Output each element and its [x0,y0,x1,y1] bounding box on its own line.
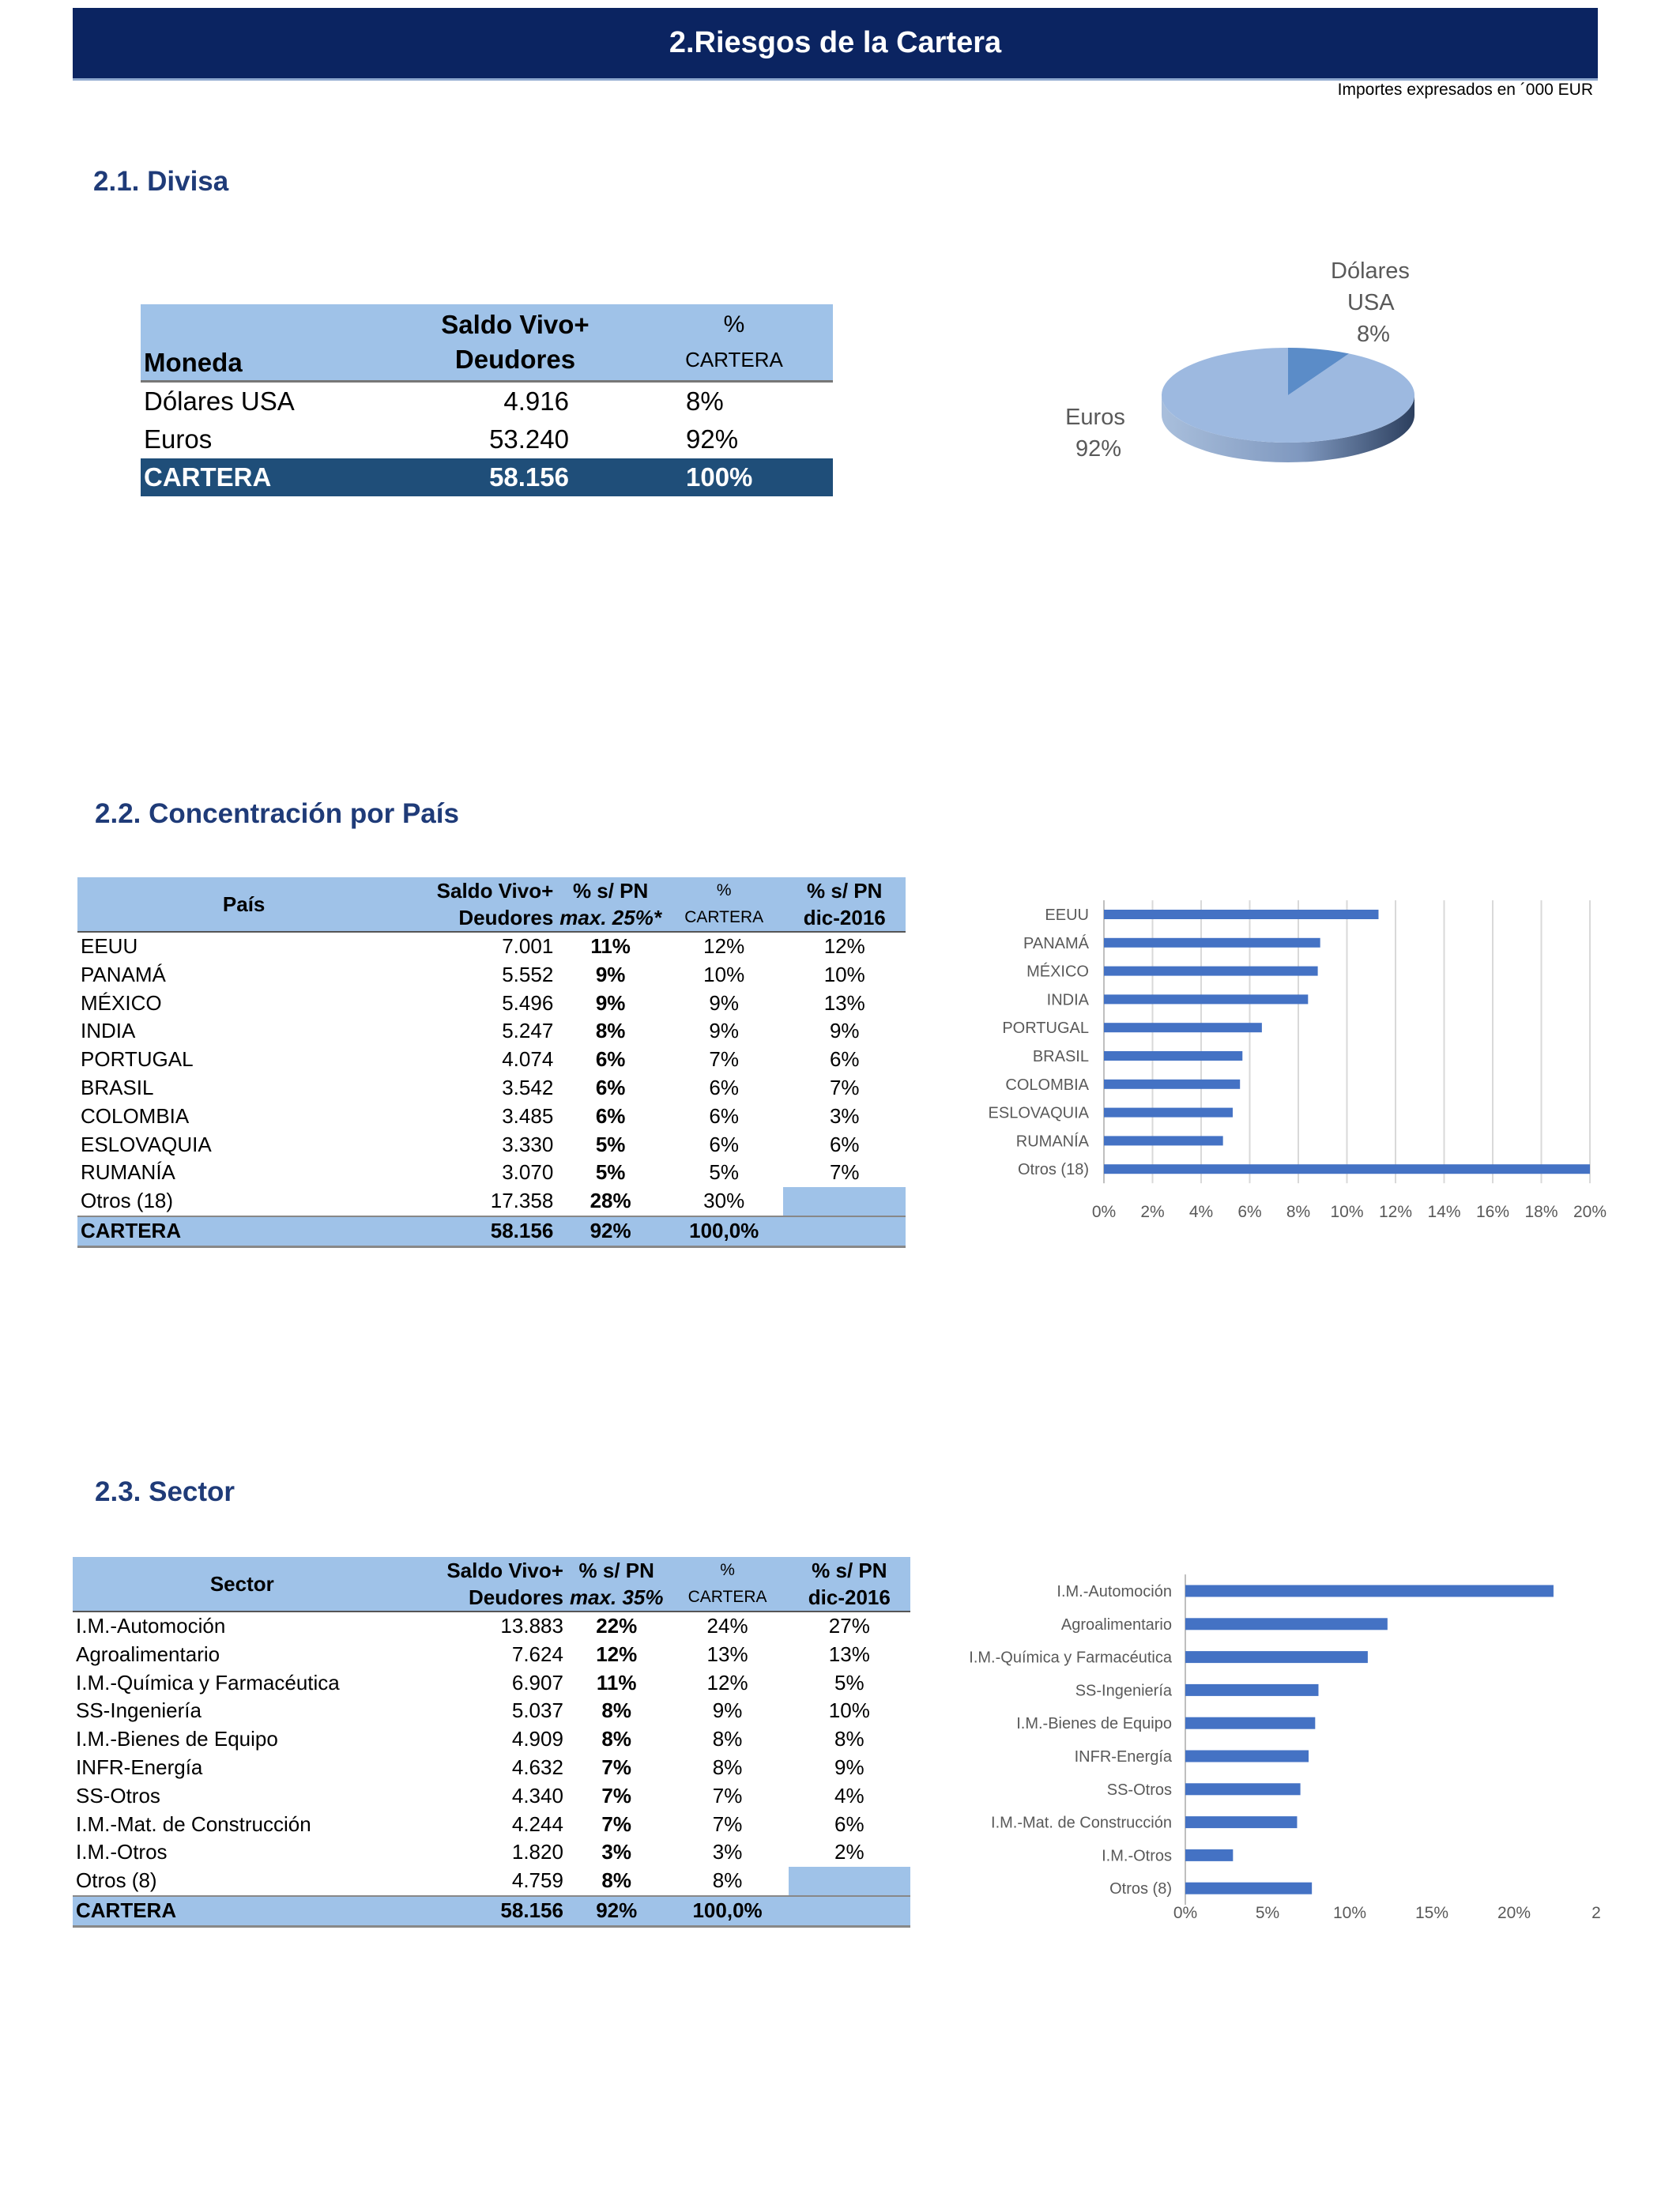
row-name: I.M.-Bienes de Equipo [76,1727,278,1751]
bar-category-label: I.M.-Automoción [1057,1583,1172,1600]
bar-category-label: INFR-Energía [1074,1748,1172,1766]
row-name: RUMANÍA [81,1160,175,1185]
units-note: Importes expresados en ´000 EUR [1337,81,1593,99]
row-pn: 6% [595,1047,626,1072]
pie-label-euros: Euros 92% [1065,405,1125,462]
row-cartera: 12% [706,1670,748,1695]
col-dic-line1: % s/ PN [807,879,883,903]
x-tick-label: 10% [1330,1203,1364,1221]
table-row [73,1697,910,1725]
row-dic: 6% [834,1811,864,1836]
table-row [77,1187,906,1216]
row-saldo: 5.552 [502,962,554,986]
col-pct-line2: CARTERA [685,348,783,371]
col-cartera-line2: CARTERA [687,1588,767,1606]
col-cartera-line1: % [720,1561,735,1579]
x-tick-label: 18% [1524,1203,1558,1221]
sector-table [73,1557,910,1928]
row-pn: 5% [595,1132,626,1156]
total-row [77,1216,906,1246]
bar [1185,1717,1315,1729]
row-saldo: 3.542 [502,1075,554,1099]
x-tick-label: 6% [1237,1203,1262,1221]
row-dic: 7% [829,1160,860,1185]
row-saldo: 17.358 [490,1189,554,1213]
col-pn-line2: max. 25%* [559,906,661,929]
row-pn: 6% [595,1103,626,1128]
row-cartera: 5% [709,1160,739,1185]
row-pn: 7% [601,1755,631,1779]
row-name: Otros (18) [81,1189,174,1213]
col-saldo-line2: Deudores [454,345,576,374]
bar [1104,994,1308,1004]
row-dic [789,1867,910,1896]
bar [1104,938,1320,948]
total-cartera: 100,0% [666,1896,788,1926]
row-dic: 12% [823,934,865,958]
row-saldo: 3.070 [502,1160,554,1185]
bar [1185,1816,1297,1828]
row-saldo: 53.240 [489,424,569,454]
col-saldo-line2: Deudores [469,1585,563,1609]
table-row [73,1612,910,1641]
row-pn: 7% [601,1783,631,1808]
row-dic: 3% [829,1103,860,1128]
row-name: SS-Ingeniería [76,1698,202,1723]
col-saldo-line1: Saldo Vivo+ [441,310,590,339]
table-row [73,1811,910,1839]
x-tick-label: 0% [1173,1904,1198,1922]
table-row [77,1159,906,1187]
bar-category-label: COLOMBIA [1005,1076,1089,1094]
row-dic: 13% [823,990,865,1015]
bar-category-label: INDIA [1046,991,1089,1009]
row-dic: 9% [829,1019,860,1043]
row-dic: 13% [828,1642,870,1666]
row-pn: 8% [595,1019,626,1043]
bar-category-label: Otros (18) [1017,1161,1089,1179]
row-name: PANAMÁ [81,962,166,986]
row-dic: 2% [834,1840,864,1864]
col-saldo-line1: Saldo Vivo+ [446,1559,563,1582]
row-saldo: 1.820 [511,1840,563,1864]
x-tick-label: 0% [1091,1203,1117,1221]
row-pn: 12% [596,1642,638,1666]
row-name: Dólares USA [144,386,295,416]
row-saldo: 3.330 [502,1132,554,1156]
col-saldo-line1: Saldo Vivo+ [436,879,554,903]
section-title-pais: 2.2. Concentración por País [95,798,459,829]
page-banner [73,8,1598,81]
row-dic: 10% [828,1698,870,1723]
sector-bar-chart [948,1569,1612,1924]
col-dic-line1: % s/ PN [812,1559,887,1582]
row-name: INDIA [81,1019,136,1043]
bar-category-label: Otros (8) [1109,1880,1172,1898]
bar-category-label: SS-Ingeniería [1075,1682,1172,1700]
row-name: I.M.-Automoción [76,1614,226,1638]
row-pn: 8% [601,1868,631,1893]
x-tick-label: 16% [1475,1203,1510,1221]
total-cartera: 100,0% [665,1216,784,1246]
bar [1104,1051,1242,1061]
row-dic: 4% [834,1783,864,1808]
row-pn: 9% [595,962,626,986]
row-cartera: 24% [706,1614,748,1638]
x-tick-label: 14% [1427,1203,1461,1221]
row-saldo: 5.496 [502,990,554,1015]
row-cartera: 30% [703,1189,745,1213]
bar-category-label: RUMANÍA [1015,1133,1089,1151]
row-saldo: 4.632 [511,1755,563,1779]
table-row [77,932,906,961]
table-row [73,1641,910,1669]
col-pct-line1: % [723,311,745,337]
col-moneda: Moneda [144,348,243,377]
total-name: CARTERA [73,1896,412,1926]
row-pn: 8% [601,1698,631,1723]
bar [1104,1080,1240,1089]
row-cartera: 7% [712,1783,743,1808]
bar-category-label: MÉXICO [1026,963,1089,981]
row-name: I.M.-Química y Farmacéutica [76,1670,340,1695]
bar [1185,1651,1368,1663]
row-cartera: 9% [709,990,739,1015]
bar [1185,1849,1233,1861]
row-pn: 8% [601,1727,631,1751]
pie-label-usd: Dólares USA 8% [1331,258,1410,347]
row-pn: 5% [595,1160,626,1185]
row-dic [783,1187,906,1216]
col-sector: Sector [73,1557,412,1612]
bar [1104,1023,1262,1032]
bar [1104,967,1318,976]
table-row [73,1782,910,1811]
row-pct: 92% [686,424,739,454]
total-pn: 92% [556,1216,665,1246]
total-saldo: 58.156 [410,1216,556,1246]
total-row [141,458,833,496]
total-pn: 92% [567,1896,667,1926]
bar [1185,1751,1309,1762]
row-dic: 7% [829,1075,860,1099]
row-name: Euros [144,424,213,454]
row-saldo: 4.074 [502,1047,554,1072]
x-tick-label: 20% [1573,1203,1607,1221]
x-tick-label: 8% [1286,1203,1311,1221]
row-saldo: 4.759 [511,1868,563,1893]
row-saldo: 6.907 [511,1670,563,1695]
table-row [73,1754,910,1782]
total-blank [783,1216,906,1246]
row-cartera: 7% [712,1811,743,1836]
x-tick-label: 2% [1140,1203,1165,1221]
row-saldo: 3.485 [502,1103,554,1128]
bar-category-label: PORTUGAL [1002,1020,1089,1038]
bar-category-label: I.M.-Mat. de Construcción [991,1814,1172,1832]
row-dic: 27% [828,1614,870,1638]
table-row [73,1725,910,1754]
row-name: SS-Otros [76,1783,160,1808]
row-cartera: 7% [709,1047,739,1072]
row-name: MÉXICO [81,990,162,1015]
row-saldo: 7.624 [511,1642,563,1666]
bar [1104,1136,1223,1145]
row-name: EEUU [81,934,138,958]
row-dic: 8% [834,1727,864,1751]
row-cartera: 8% [712,1868,743,1893]
total-pct: 100% [635,458,833,496]
total-name: CARTERA [141,458,395,496]
bar-category-label: Agroalimentario [1060,1615,1172,1634]
pais-table [77,877,906,1248]
x-tick-label: 2 [1591,1904,1601,1922]
row-pn: 11% [590,934,631,958]
row-pn: 7% [601,1811,631,1836]
row-pn: 6% [595,1075,626,1099]
col-pn-line1: % s/ PN [572,879,649,903]
table-row [141,420,833,458]
row-name: PORTUGAL [81,1047,194,1072]
row-dic: 6% [829,1132,860,1156]
table-row [77,1017,906,1046]
x-tick-label: 12% [1378,1203,1413,1221]
col-cartera-line1: % [716,881,732,899]
row-pn: 11% [596,1670,637,1695]
row-pn: 22% [596,1614,638,1638]
total-name: CARTERA [77,1216,410,1246]
table-row [77,1074,906,1103]
col-dic-line2: dic-2016 [808,1585,891,1609]
table-row [73,1867,910,1896]
bar [1104,1108,1233,1118]
row-name: BRASIL [81,1075,154,1099]
col-pn-line2: max. 35% [569,1585,664,1609]
bar [1104,1164,1590,1174]
row-pn: 28% [590,1189,631,1213]
row-pn: 9% [595,990,626,1015]
row-name: INFR-Energía [76,1755,203,1779]
bar [1185,1883,1312,1894]
table-row [77,990,906,1018]
row-cartera: 3% [712,1840,743,1864]
row-cartera: 8% [712,1755,743,1779]
bar [1104,910,1378,919]
row-dic: 10% [823,962,865,986]
row-saldo: 4.916 [503,386,569,416]
row-name: I.M.-Mat. de Construcción [76,1811,311,1836]
row-cartera: 12% [703,934,745,958]
bar-category-label: EEUU [1045,907,1089,924]
row-name: COLOMBIA [81,1103,190,1128]
table-row [77,1046,906,1074]
bar-category-label: PANAMÁ [1023,934,1089,952]
row-name: Agroalimentario [76,1642,220,1666]
bar [1185,1618,1388,1630]
row-cartera: 6% [709,1103,739,1128]
table-row [73,1838,910,1867]
row-name: ESLOVAQUIA [81,1132,212,1156]
row-pct: 8% [686,386,724,416]
x-tick-label: 5% [1255,1904,1280,1922]
row-dic: 9% [834,1755,864,1779]
row-name: Otros (8) [76,1868,157,1893]
country-bar-chart [956,893,1612,1225]
row-cartera: 6% [709,1075,739,1099]
total-saldo: 58.156 [395,458,635,496]
bar-category-label: SS-Otros [1106,1781,1172,1799]
row-cartera: 6% [709,1132,739,1156]
col-saldo-line2: Deudores [458,906,554,929]
bar-category-label: I.M.-Otros [1102,1847,1172,1865]
row-pn: 3% [601,1840,631,1864]
currency-pie-chart [1019,245,1462,514]
total-blank [789,1896,910,1926]
x-tick-label: 4% [1188,1203,1214,1221]
row-dic: 6% [829,1047,860,1072]
bar-category-label: I.M.-Bienes de Equipo [1016,1715,1172,1733]
col-pn-line1: % s/ PN [578,1559,654,1582]
row-cartera: 10% [703,962,745,986]
col-dic-line2: dic-2016 [803,906,886,929]
total-saldo: 58.156 [412,1896,567,1926]
table-row [141,382,833,421]
bar-category-label: I.M.-Química y Farmacéutica [969,1649,1172,1667]
row-cartera: 8% [712,1727,743,1751]
bar [1185,1585,1554,1597]
table-row [77,1131,906,1159]
bar [1185,1783,1301,1795]
row-saldo: 5.037 [511,1698,563,1723]
table-row [77,1103,906,1131]
col-cartera-line2: CARTERA [684,908,764,926]
total-row [73,1896,910,1926]
x-tick-label: 20% [1497,1904,1531,1922]
row-cartera: 9% [712,1698,743,1723]
row-saldo: 4.244 [511,1811,563,1836]
x-tick-label: 10% [1332,1904,1367,1922]
row-saldo: 5.247 [502,1019,554,1043]
col-pais: País [77,877,410,932]
bar-category-label: BRASIL [1032,1048,1089,1065]
row-cartera: 9% [709,1019,739,1043]
table-row [73,1669,910,1698]
row-dic: 5% [834,1670,864,1695]
page-title: 2.Riesgos de la Cartera [669,26,1002,59]
section-title-sector: 2.3. Sector [95,1476,235,1507]
divisa-table [141,304,833,496]
row-saldo: 7.001 [502,934,554,958]
x-tick-label: 15% [1414,1904,1449,1922]
bar [1185,1684,1318,1696]
row-saldo: 13.883 [500,1614,563,1638]
section-title-divisa: 2.1. Divisa [93,166,229,197]
row-saldo: 4.340 [511,1783,563,1808]
table-row [77,961,906,990]
bar-category-label: ESLOVAQUIA [988,1104,1089,1122]
row-saldo: 4.909 [511,1727,563,1751]
row-cartera: 13% [706,1642,748,1666]
row-name: I.M.-Otros [76,1840,168,1864]
